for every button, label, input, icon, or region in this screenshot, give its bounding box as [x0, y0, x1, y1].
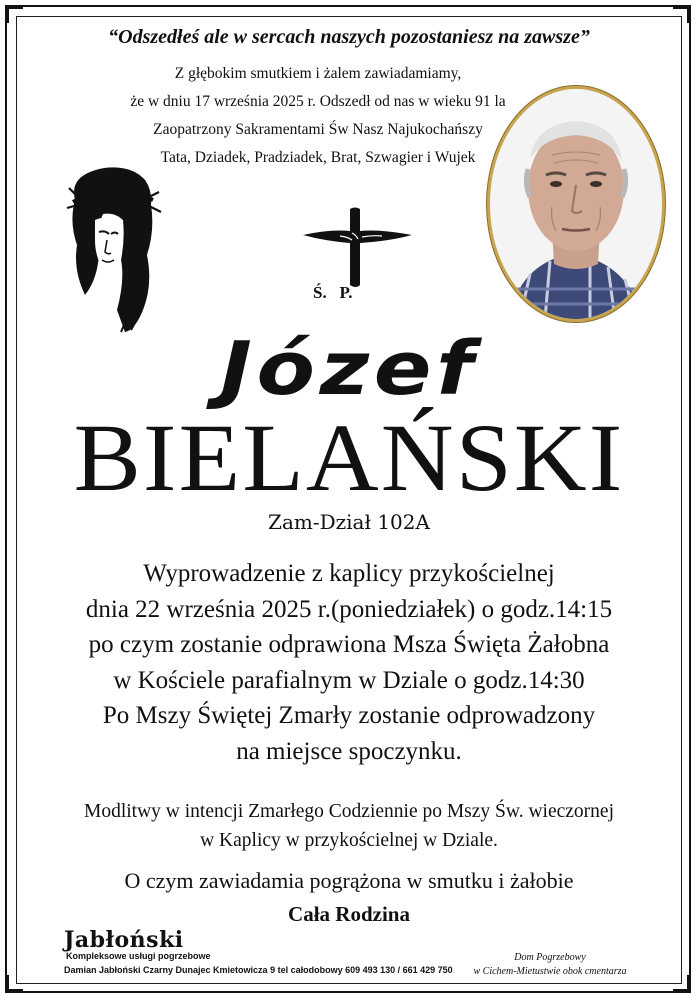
- funeral-company-address: Damian Jabłoński Czarny Dunajec Kmietowicza 9 tel całodobowy 609 493 130 / 661 429 750: [64, 965, 453, 975]
- announcement-line: Tata, Dziadek, Pradziadek, Brat, Szwagier i Wujek: [160, 149, 476, 166]
- funeral-home-location: w Cichem-Mietustwie obok cmentarza: [473, 966, 627, 977]
- ceremony-details: [0, 556, 698, 769]
- announcement-line: Zaopatrzony Sakramentami Św Nasz Najukochańszy: [153, 121, 483, 138]
- ceremony-line: Po Mszy Świętej Zmarły zostanie odprowadzony: [102, 702, 596, 729]
- deceased-address: Zam-Dział 102A: [268, 510, 430, 534]
- jesus-crown-of-thorns-icon: [55, 160, 165, 335]
- prayer-info: [0, 797, 698, 855]
- ceremony-line: dnia 22 września 2025 r.(poniedziałek) o godz.14:15: [85, 595, 613, 623]
- ceremony-line: po czym zostanie odprawiona Msza Święta Żałobna: [88, 631, 610, 658]
- deceased-portrait: [487, 86, 665, 322]
- deceased-last-name: BIELAŃSKI: [73, 404, 625, 511]
- announcement: [120, 60, 516, 172]
- deceased-first-name: Józef: [220, 326, 478, 412]
- ceremony-line: Wyprowadzenie z kaplicy przykościelnej: [143, 560, 555, 587]
- notify-line: O czym zawiadamia pogrążona w smutku i żałobie: [124, 868, 574, 893]
- cross-initials: Ś. P.: [313, 283, 353, 302]
- funeral-home-name: Dom Pogrzebowy: [514, 952, 586, 963]
- prayer-line: w Kaplicy w przykościelnej w Dziale.: [200, 830, 498, 851]
- announcement-line: że w dniu 17 września 2025 r. Odszedł od nas w wieku 91 la: [130, 93, 506, 110]
- ceremony-line: w Kościele parafialnym w Dziale o godz.14:30: [113, 666, 585, 694]
- prayer-line: Modlitwy w intencji Zmarłego Codziennie po Mszy Św. wieczornej: [84, 801, 614, 822]
- ceremony-line: na miejsce spoczynku.: [236, 737, 462, 765]
- announcement-line: Z głębokim smutkiem i żalem zawiadamiamy,: [174, 65, 462, 82]
- funeral-company-tagline: Kompleksowe usługi pogrzebowe: [66, 951, 211, 961]
- memorial-quote: “Odszedłeś ale w sercach naszych pozostaniesz na zawsze”: [108, 26, 590, 48]
- funeral-company-logo: Jabłoński: [64, 927, 184, 953]
- family-signature: Cała Rodzina: [288, 902, 410, 926]
